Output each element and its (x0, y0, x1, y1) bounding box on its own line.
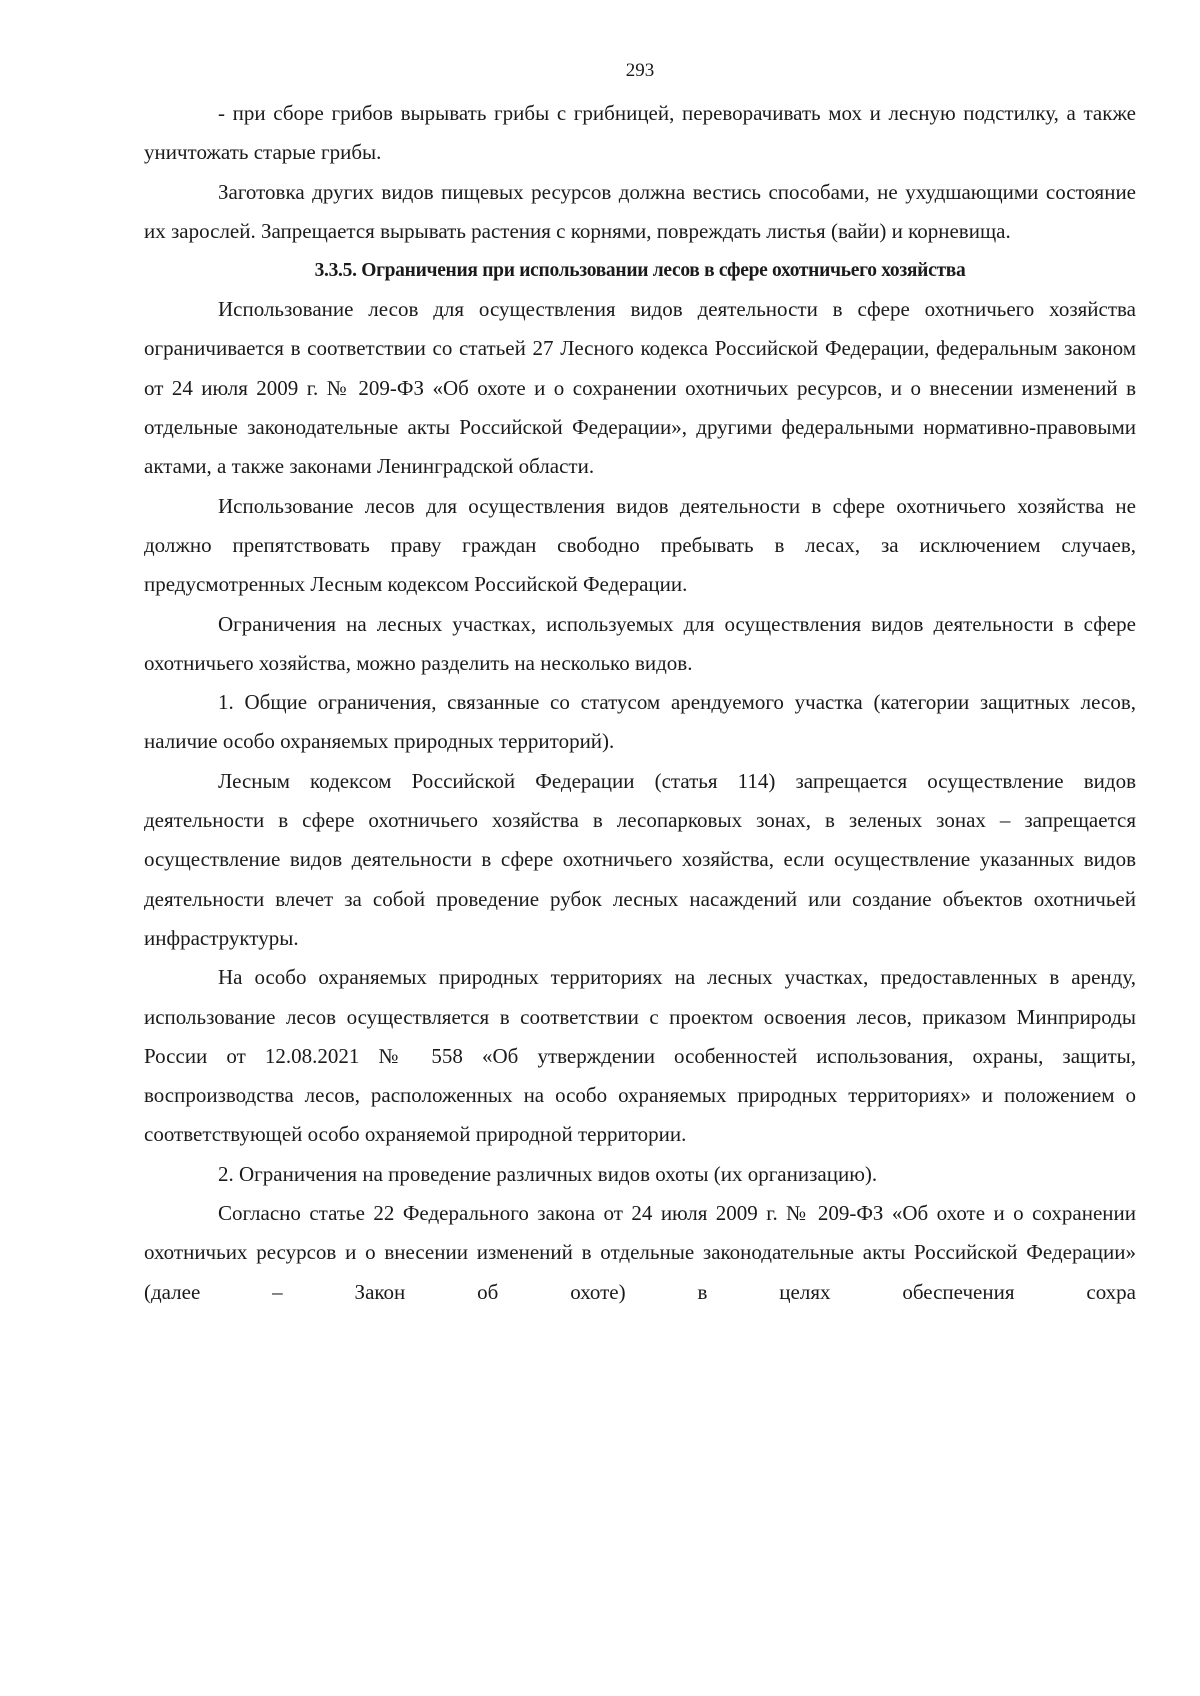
paragraph-general-restrictions: 1. Общие ограничения, связанные со статусом арендуемого участка (категории защитных лесов, наличие особо охраняемых природных территорий). (144, 690, 1136, 754)
document-page (144, 58, 1136, 1312)
paragraph-hunting-restrictions-law: Использование лесов для осуществления видов деятельности в сфере охотничьего хозяйства ограничивается в соответствии со статьей 27 Лесного кодекса Российской Федерации, федеральным законом от 24 июля 2009 г. № 209-ФЗ «Об охоте и о сохранении охотничьих ресурсов, и о внесении изменений в отдельные законодательные акты Российской Федерации», другими федеральными нормативно-правовыми актами, а также законами Ленинградской области. (144, 297, 1136, 479)
page-number: 293 (625, 60, 655, 81)
paragraph-article-22: Согласно статье 22 Федерального закона от 24 июля 2009 г. № 209-ФЗ «Об охоте и о сохранении охотничьих ресурсов и о внесении изменений в отдельные законодательные акты Российской Федерации» (далее – Закон об охоте) в целях обеспечения сохра (144, 1201, 1136, 1304)
paragraph-forest-code-114: Лесным кодексом Российской Федерации (статья 114) запрещается осуществление видов деятельности в сфере охотничьего хозяйства в лесопарковых зонах, в зеленых зонах – запрещается осуществление видов деятельности в сфере охотничьего хозяйства, если осуществление указанных видов деятельности влечет за собой проведение рубок лесных насаждений или создание объектов охотничьей инфраструктуры. (144, 768, 1136, 950)
paragraph-protected-areas: На особо охраняемых природных территориях на лесных участках, предоставленных в аренду, использование лесов осуществляется в соответствии с проектом освоения лесов, приказом Минприроды России от 12.08.2021 № 558 «Об утверждении особенностей использования, охраны, защиты, воспроизводства лесов, расположенных на особо охраняемых природных территориях» и положением о соответствующей особо охраняемой природной территории. (144, 965, 1136, 1147)
paragraph-restriction-types: Ограничения на лесных участках, используемых для осуществления видов деятельности в сфере охотничьего хозяйства, можно разделить на несколько видов. (144, 611, 1136, 675)
paragraph-mushroom-rules: - при сборе грибов вырывать грибы с грибницей, переворачивать мох и лесную подстилку, а также уничтожать старые грибы. (144, 101, 1136, 165)
paragraph-citizens-right: Использование лесов для осуществления видов деятельности в сфере охотничьего хозяйства не должно препятствовать праву граждан свободно пребывать в лесах, за исключением случаев, предусмотренных Лесным кодексом Российской Федерации. (144, 493, 1136, 597)
paragraph-hunting-types: 2. Ограничения на проведение различных видов охоты (их организацию). (218, 1161, 878, 1186)
paragraph-food-resources: Заготовка других видов пищевых ресурсов должна вестись способами, не ухудшающими состояние их зарослей. Запрещается вырывать растения с корнями, повреждать листья (вайи) и корневища. (144, 179, 1136, 243)
section-heading: 3.3.5. Ограничения при использовании лесов в сфере охотничьего хозяйства (314, 260, 966, 282)
